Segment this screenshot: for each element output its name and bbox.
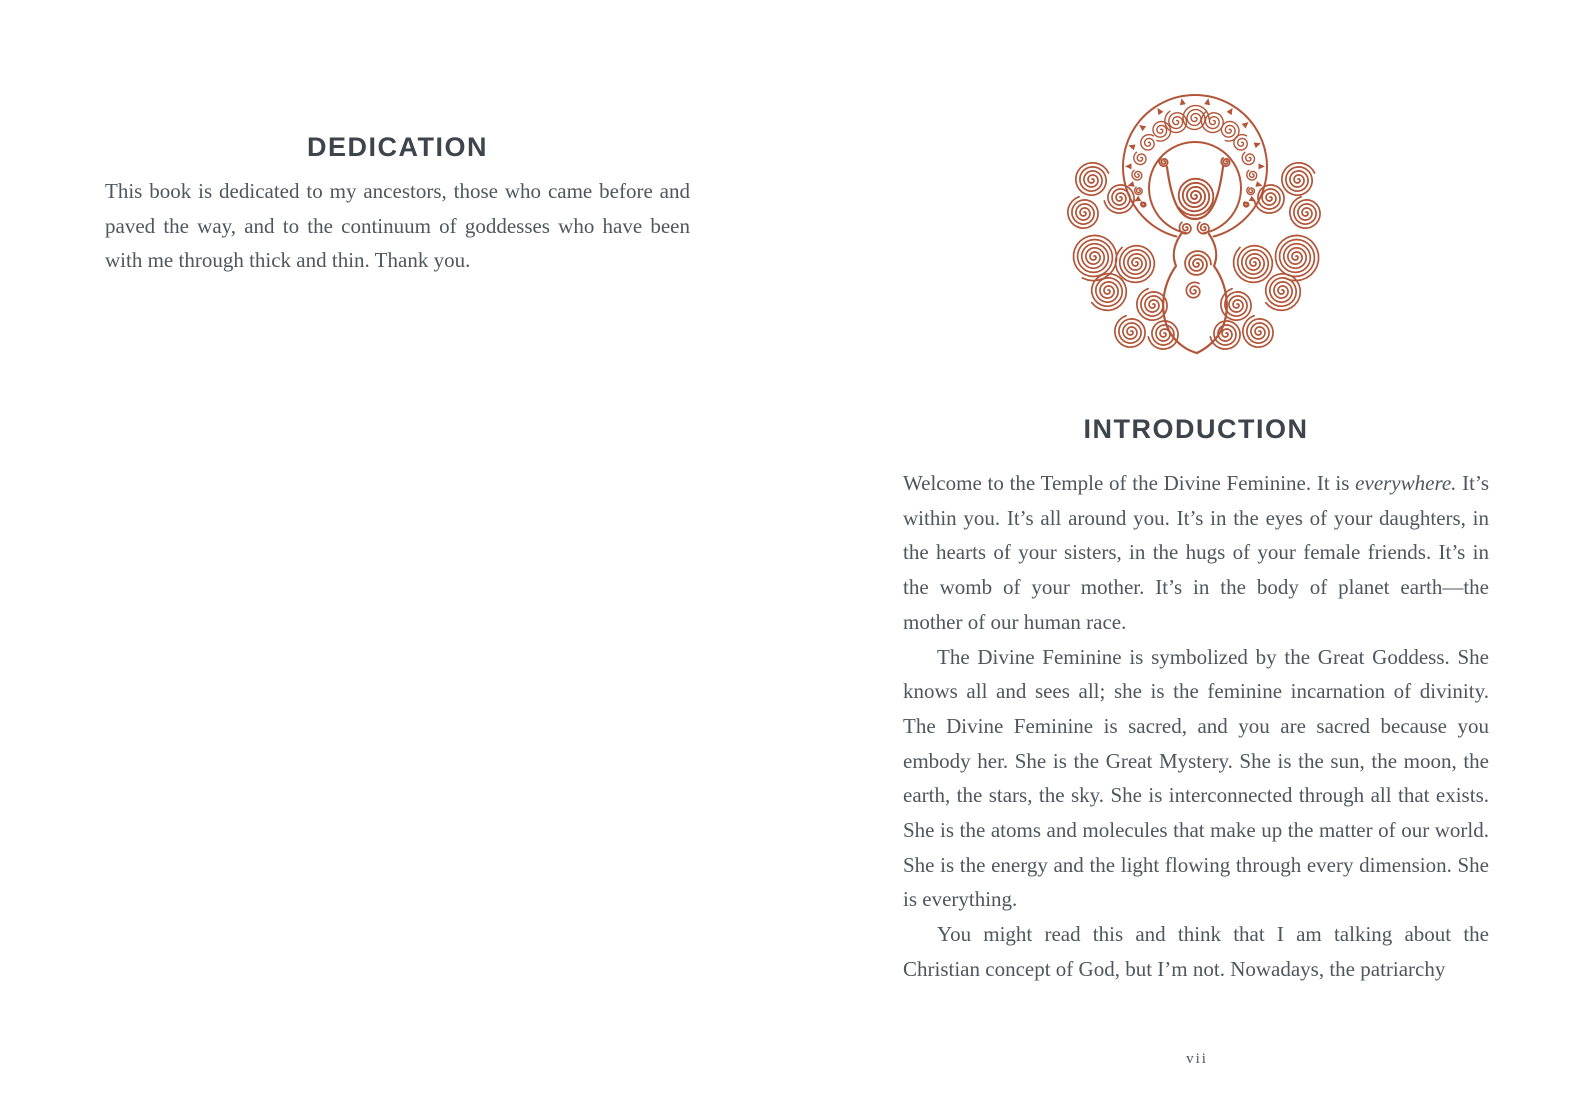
intro-paragraph-2: The Divine Feminine is symbolized by the Great Goddess. She knows all and sees all; she is the feminine incarnation of divinity. The Divine Feminine is sacred, and you are sacred because you embody her. She is the Great Mystery. She is the sun, the moon, the earth, the stars, the sky. She is interconnected through all that exists. She is the atoms and molecules that make up the matter of our world. She is the energy and the light flowing through every dimension. She is everything. — [903, 644, 1489, 912]
intro-paragraph-1-start: Welcome to the Temple of the Divine Feminine. It is — [903, 471, 1356, 495]
introduction-text — [903, 466, 1489, 987]
intro-paragraph-3: You might read this and think that I am talking about the Christian concept of God, but I’m not. Nowadays, the patriarchy — [903, 922, 1489, 981]
page-number: vii — [1186, 1051, 1208, 1067]
intro-paragraph-1-italic: everywhere. — [1355, 471, 1457, 495]
intro-paragraph-1 — [903, 466, 1489, 640]
dedication-heading: DEDICATION — [307, 132, 488, 162]
introduction-heading: INTRODUCTION — [1083, 414, 1309, 444]
intro-paragraph-1-end: It’s within you. It’s all around you. It’s in the eyes of your daughters, in the hearts of your sisters, in the hugs of your female friends. It’s in the womb of your mother. It’s in the body of planet earth—the mother of our human race. — [903, 471, 1489, 634]
spiral-goddess-icon — [1039, 88, 1351, 360]
introduction-page — [798, 0, 1596, 1116]
dedication-paragraph: This book is dedicated to my ancestors, those who came before and paved the way, and to the continuum of goddesses who have been with me through thick and thin. Thank you. — [105, 179, 690, 273]
